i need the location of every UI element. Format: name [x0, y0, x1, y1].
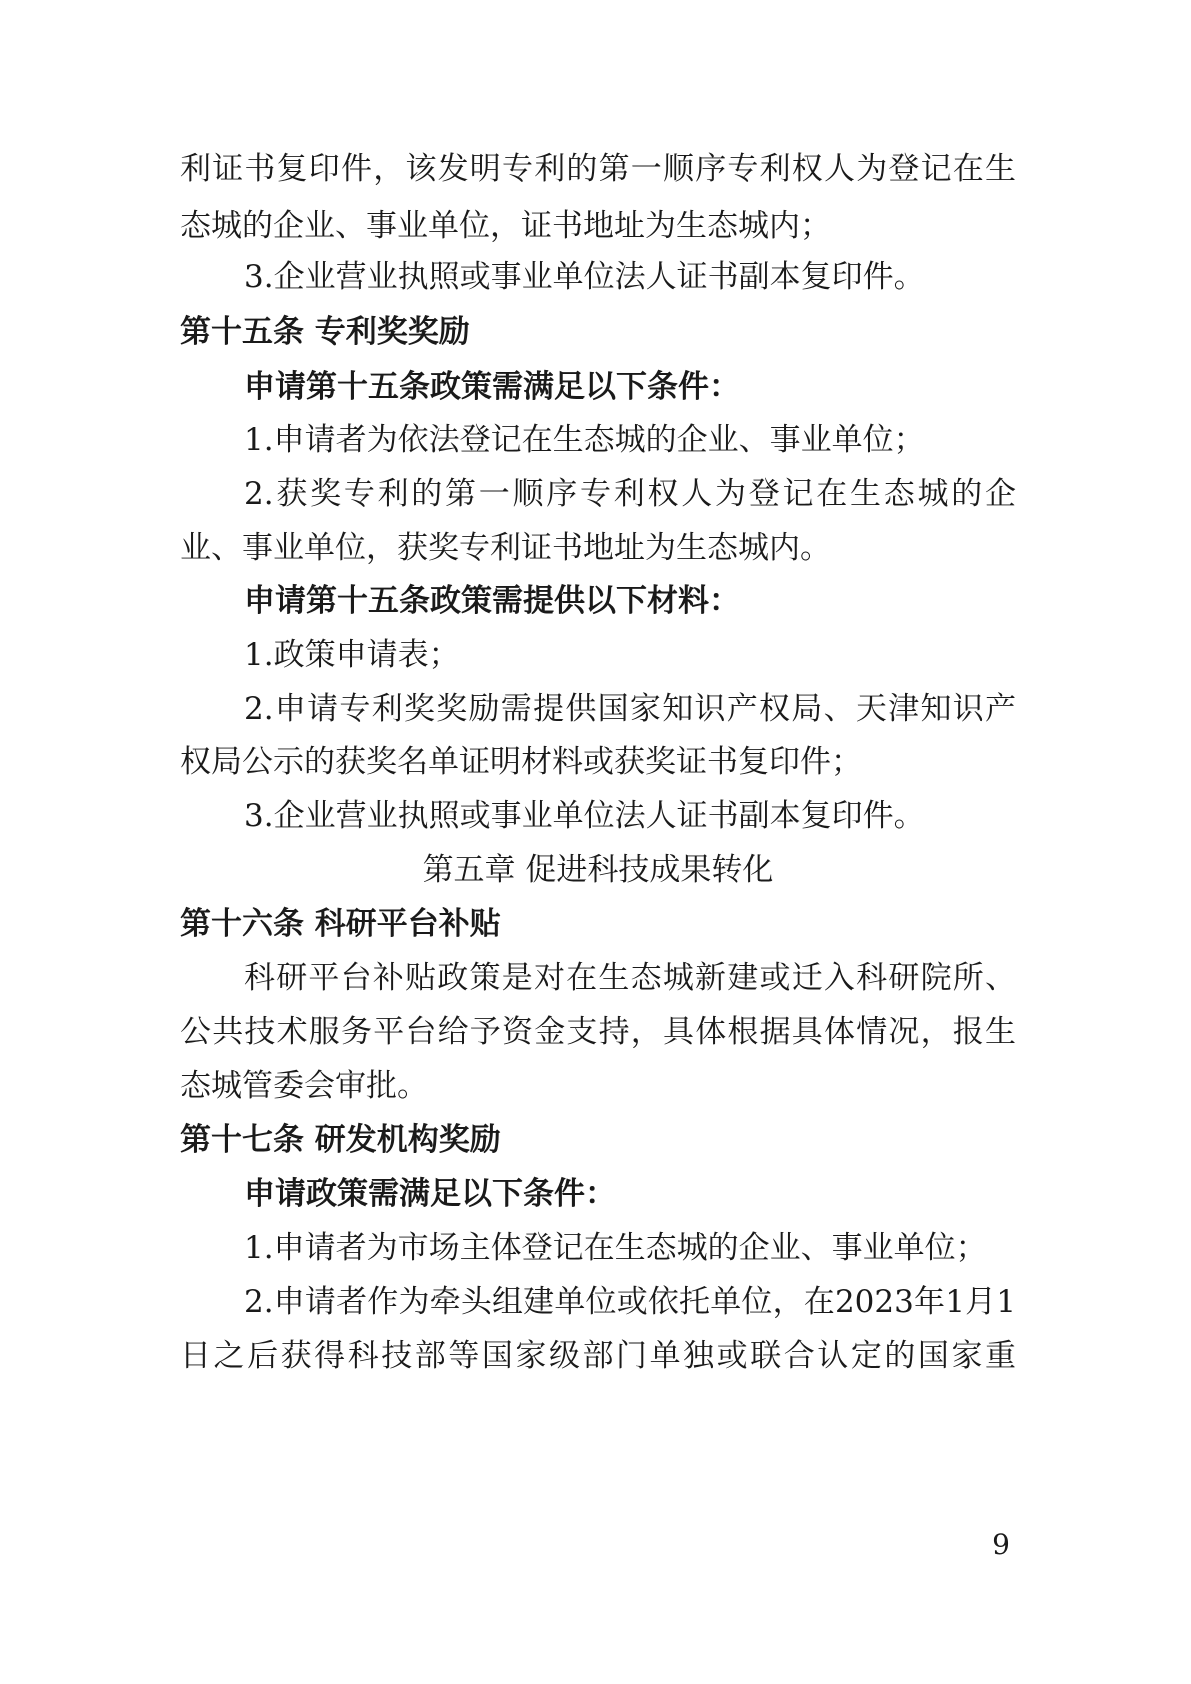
text-line: 科研平台补贴政策是对在生态城新建或迁入科研院所、	[244, 960, 1016, 996]
text-line: 3.企业营业执照或事业单位法人证书副本复印件。	[244, 798, 925, 834]
text-line: 公共技术服务平台给予资金支持，具体根据具体情况，报生	[180, 1014, 1016, 1050]
text-line: 态城管委会审批。	[180, 1068, 428, 1104]
text-line: 日之后获得科技部等国家级部门单独或联合认定的国家重	[180, 1338, 1016, 1374]
section-subheading: 申请第十五条政策需提供以下材料：	[244, 583, 740, 619]
article-heading: 第十五条 专利奖奖励	[180, 314, 470, 350]
section-subheading: 申请第十五条政策需满足以下条件：	[244, 369, 740, 405]
text-line: 2.申请者作为牵头组建单位或依托单位，在2023年1月1	[244, 1284, 1016, 1320]
text-line: 业、事业单位，获奖专利证书地址为生态城内。	[180, 530, 831, 566]
text-line: 1.申请者为市场主体登记在生态城的企业、事业单位；	[244, 1230, 987, 1266]
article-heading: 第十六条 科研平台补贴	[180, 906, 501, 942]
text-line: 3.企业营业执照或事业单位法人证书副本复印件。	[244, 259, 925, 295]
text-line: 2.获奖专利的第一顺序专利权人为登记在生态城的企	[244, 476, 1016, 512]
section-subheading: 申请政策需满足以下条件：	[244, 1176, 616, 1212]
text-line: 1.申请者为依法登记在生态城的企业、事业单位；	[244, 422, 925, 458]
article-heading: 第十七条 研发机构奖励	[180, 1122, 501, 1158]
text-line: 态城的企业、事业单位，证书地址为生态城内；	[180, 208, 831, 244]
chapter-title: 第五章 促进科技成果转化	[422, 852, 774, 888]
text-line: 利证书复印件，该发明专利的第一顺序专利权人为登记在生	[180, 151, 1016, 187]
text-line: 1.政策申请表；	[244, 637, 460, 673]
text-line: 权局公示的获奖名单证明材料或获奖证书复印件；	[180, 744, 862, 780]
page-number: 9	[992, 1528, 1010, 1561]
text-line: 2.申请专利奖奖励需提供国家知识产权局、天津知识产	[244, 691, 1016, 727]
